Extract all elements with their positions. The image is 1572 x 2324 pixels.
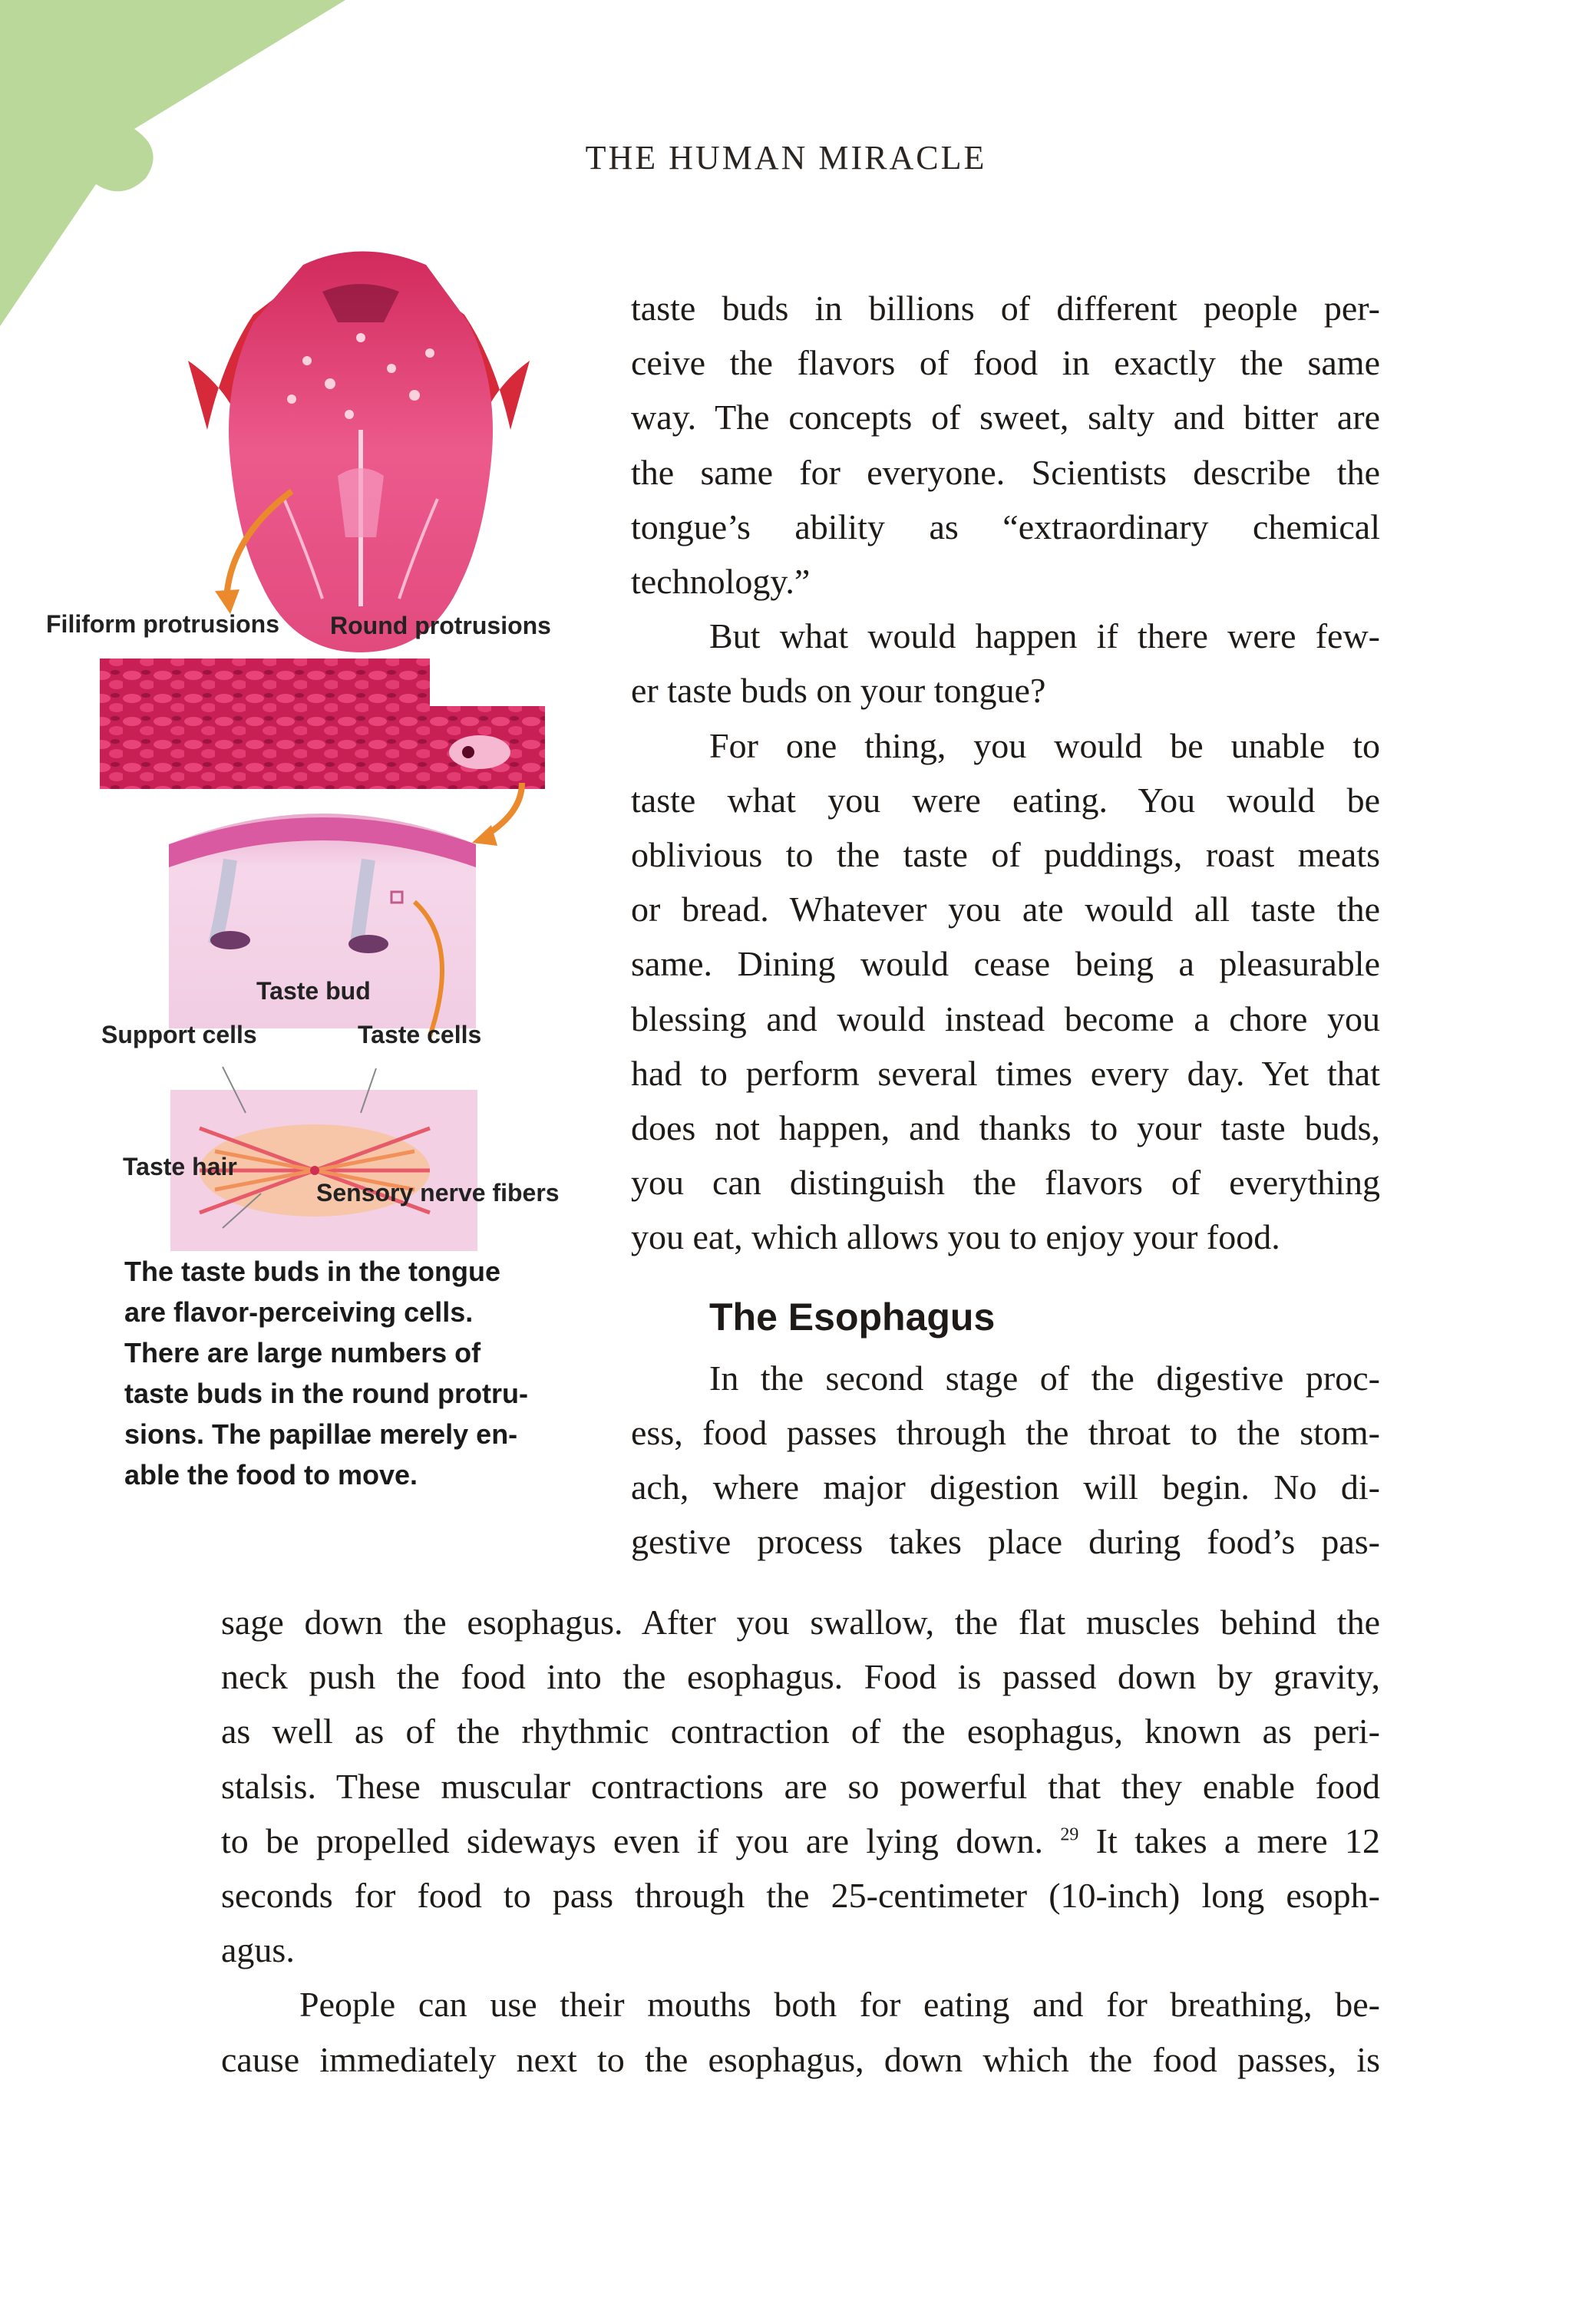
body-text-full-width — [221, 1595, 1380, 2087]
text-line: gestive process takes place during food’s pas- — [631, 1522, 1380, 1562]
caption-line: taste buds in the round protru- — [124, 1378, 528, 1409]
text-line: technology.” — [631, 562, 811, 602]
caption-line: able the food to move. — [124, 1459, 418, 1490]
text-line: neck push the food into the esophagus. Food is passed down by gravity, — [221, 1657, 1380, 1697]
label-support-cells: Support cells — [101, 1021, 257, 1048]
label-filiform-protrusions: Filiform protrusions — [46, 610, 279, 638]
text-line: stalsis. These muscular contractions are so powerful that they enable food — [221, 1766, 1380, 1806]
text-line: oblivious to the taste of puddings, roast meats — [631, 835, 1380, 875]
text-line: same. Dining would cease being a pleasurable — [631, 944, 1380, 984]
text-line: But what would happen if there were few- — [709, 616, 1380, 656]
text-line: er taste buds on your tongue? — [631, 671, 1046, 711]
footnote-reference: 29 — [1060, 1824, 1079, 1845]
text-line: In the second stage of the digestive proc- — [709, 1358, 1380, 1398]
text-line: the same for everyone. Scientists describe the — [631, 452, 1380, 492]
label-taste-hair: Taste hair — [123, 1153, 237, 1180]
section-heading: The Esophagus — [709, 1295, 996, 1339]
caption-line: There are large numbers of — [124, 1337, 481, 1368]
text-line: blessing and would instead become a chore you — [631, 999, 1380, 1038]
text-line: sage down the esophagus. After you swallow, the flat muscles behind the — [221, 1603, 1380, 1642]
text-line: cause immediately next to the esophagus, down which the food passes, is — [221, 2039, 1380, 2079]
tongue-drawing — [188, 252, 530, 653]
caption-line: are flavor-perceiving cells. — [124, 1296, 474, 1328]
text-line-with-footnote — [221, 1814, 1380, 1868]
label-taste-bud: Taste bud — [256, 977, 371, 1005]
text-line: ess, food passes through the throat to the stom- — [631, 1412, 1380, 1452]
text-line: does not happen, and thanks to your taste buds, — [631, 1108, 1380, 1148]
caption-line: The taste buds in the tongue — [124, 1256, 501, 1287]
text-line: tongue’s ability as “extraordinary chemical — [631, 507, 1380, 546]
label-round-protrusions: Round protrusions — [330, 612, 551, 639]
text-line: ceive the flavors of food in exactly the same — [631, 343, 1380, 383]
text-line: had to perform several times every day. Yet that — [631, 1053, 1380, 1093]
body-text-right-column — [631, 281, 1380, 1569]
text-line: agus. — [221, 1930, 295, 1970]
text-line: seconds for food to pass through the 25-centimeter (10-inch) long esoph- — [221, 1876, 1380, 1916]
text-line: taste buds in billions of different people per- — [631, 289, 1380, 328]
text-segment: to be propelled sideways even if you are lying down. — [221, 1821, 1043, 1860]
text-line: you can distinguish the flavors of everything — [631, 1163, 1380, 1203]
figure-caption — [124, 1251, 570, 1495]
text-line: or bread. Whatever you ate would all taste the — [631, 890, 1380, 929]
caption-line: sions. The papillae merely en- — [124, 1418, 518, 1450]
text-line: For one thing, you would be unable to — [709, 725, 1380, 765]
running-header: THE HUMAN MIRACLE — [585, 139, 987, 177]
papillae-tissue — [100, 659, 430, 789]
text-line: way. The concepts of sweet, salty and bitter are — [631, 398, 1380, 437]
label-sensory-nerve-fibers: Sensory nerve fibers — [316, 1179, 560, 1207]
text-line: People can use their mouths both for eating and for breathing, be- — [299, 1985, 1380, 2025]
text-line: you eat, which allows you to enjoy your food. — [631, 1217, 1280, 1257]
label-taste-cells: Taste cells — [358, 1021, 482, 1048]
text-line: ach, where major digestion will begin. No di- — [631, 1467, 1380, 1507]
text-line: as well as of the rhythmic contraction of the esophagus, known as peri- — [221, 1712, 1380, 1751]
text-line: taste what you were eating. You would be — [631, 780, 1380, 820]
text-segment: It takes a mere 12 — [1095, 1821, 1380, 1860]
